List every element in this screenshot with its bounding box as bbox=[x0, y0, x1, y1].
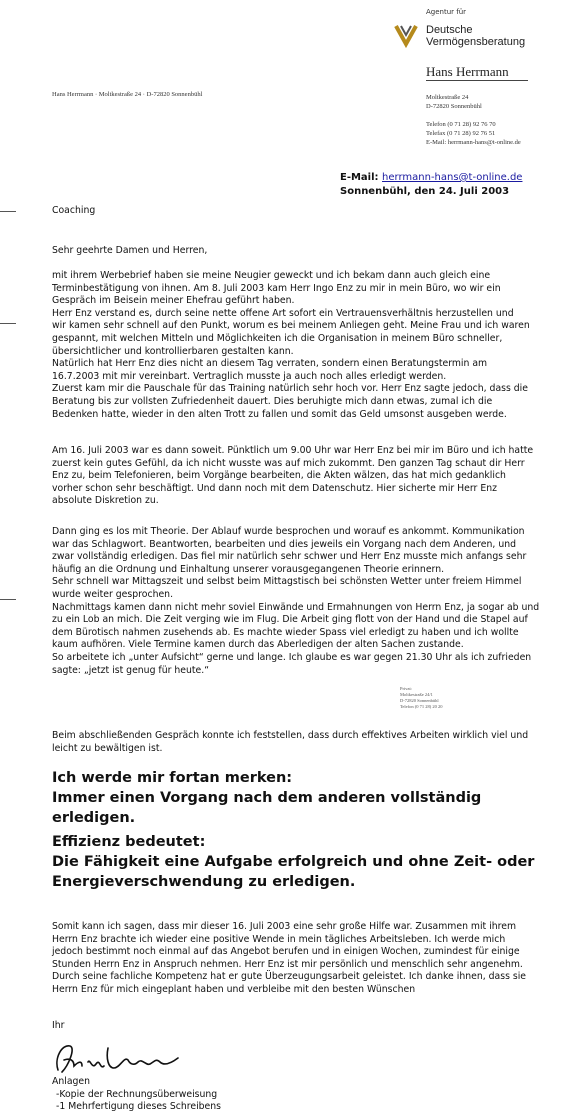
attachment-item: -1 Mehrfertigung dieses Schreibens bbox=[56, 1101, 222, 1113]
note-line: Privat: bbox=[400, 686, 412, 691]
address-line: D-72820 Sonnenbühl bbox=[426, 103, 482, 110]
paragraph bbox=[52, 270, 557, 421]
paragraph bbox=[52, 445, 557, 508]
text-line: Gespräch im Beisein meiner Ehefrau geführt haben. bbox=[52, 295, 295, 307]
text-line: Beim abschließenden Gespräch konnte ich feststellen, dass durch effektives Arbeiten wirklich viel und bbox=[52, 730, 529, 741]
highlight-line: Die Fähigkeit eine Aufgabe erfolgreich und ohne Zeit- oder bbox=[52, 854, 535, 870]
text-line: war das Schlagwort. Beantworten, bearbeiten und dies jeweils ein Vorgang nach dem Anderen, und bbox=[52, 538, 516, 550]
divider bbox=[426, 80, 528, 81]
highlight-block bbox=[52, 768, 557, 828]
subject-line: Coaching bbox=[52, 205, 96, 216]
note-line: Telefon (0 71 28) 20 20 bbox=[400, 704, 443, 709]
text-line: Stunden Herrn Enz in Anspruch nehmen. Herr Enz ist mir persönlich und menschlich sehr angenehm. bbox=[52, 958, 523, 970]
attachments-title: Anlagen bbox=[52, 1076, 91, 1087]
text-line: Terminbestätigung von ihnen. Am 8. Juli 2003 kam Herr Ingo Enz zu mir in mein Büro, wo wir ein bbox=[52, 282, 501, 294]
text-line: Bedenken hatte, wieder in den alten Trott zu fallen und somit das Geld umsonst ausgeben werde. bbox=[52, 408, 507, 420]
attachment-item: -Kopie der Rechnungsüberweisung bbox=[56, 1088, 218, 1100]
highlight-line: Ich werde mir fortan merken: bbox=[52, 770, 293, 786]
note-line: D-72820 Sonnenbühl bbox=[400, 698, 439, 703]
company-line: Deutsche bbox=[426, 24, 473, 36]
email-link[interactable]: herrmann-hans@t-online.de bbox=[382, 172, 523, 183]
private-address-note bbox=[400, 686, 443, 710]
text-line: Herr Enz verstand es, durch seine nette offene Art sofort ein Vertrauensverhältnis herzustellen und bbox=[52, 307, 514, 319]
text-line: kaum aufhören. Viele Termine kamen durch das Aberledigen der alten Sachen zustande. bbox=[52, 639, 464, 651]
company-line: Vermögensberatung bbox=[426, 36, 526, 48]
highlight-line: Immer einen Vorgang nach dem anderen vollständig erledigen. bbox=[52, 790, 482, 826]
text-line: wurde weiter gesprochen. bbox=[52, 588, 174, 600]
text-line: Nachmittags kamen dann nicht mehr soviel Einwände und Ermahnungen von Herrn Enz, ja sogar ab und bbox=[52, 601, 540, 613]
text-line: Enz zu, beim Telefonieren, beim Vorgänge bearbeiten, die Akten wälzen, das hat mich gedanklich bbox=[52, 470, 506, 482]
text-line: zu ein Lob an mich. Die Zeit verging wie im Flug. Die Arbeit ging flott von der Hand und die Stapel auf bbox=[52, 614, 528, 626]
return-address: Hans Herrmann · Moltkestraße 24 · D-72820 Sonnenbühl bbox=[52, 91, 203, 98]
address-line: Telefon (0 71 28) 92 76 70 bbox=[426, 121, 496, 128]
contact-date-block bbox=[340, 171, 522, 199]
highlight-block bbox=[52, 832, 557, 892]
text-line: wir kamen sehr schnell auf den Punkt, worum es bei meinem Anliegen geht. Meine Frau und ich waren bbox=[52, 320, 530, 332]
text-line: 16.7.2003 mit mir vereinbart. Vertraglich musste ja auch noch alles erledigt werden. bbox=[52, 370, 447, 382]
text-line: übersichtlicher und kontrollierbaren gestalten kann. bbox=[52, 345, 294, 357]
text-line: Herrn Enz brachte ich wieder eine positive Wende in mein tägliches Arbeitsleben. Ich werde mich bbox=[52, 933, 506, 945]
text-line: jedoch bestimmt noch einmal auf das Angebot berufen und in einigen Wochen, zumindest für einige bbox=[52, 946, 520, 958]
address-line: Telefax (0 71 28) 92 76 51 bbox=[426, 130, 496, 137]
text-line: zuerst kein gutes Gefühl, da ich nicht wusste was auf mich zukommt. Den ganzen Tag schaut dir Herr bbox=[52, 457, 525, 469]
paragraph bbox=[52, 730, 557, 755]
text-line: Durch seine fachliche Kompetenz hat er gute Überzeugungsarbeit geleistet. Ich danke ihnen, dass sie bbox=[52, 971, 527, 983]
highlight-line: Energieverschwendung zu erledigen. bbox=[52, 874, 356, 890]
attachments bbox=[52, 1076, 557, 1114]
text-line: sagte: „jetzt ist genug für heute.“ bbox=[52, 664, 210, 676]
address-line: Moltkestraße 24 bbox=[426, 94, 469, 101]
text-line: leicht zu bewältigen ist. bbox=[52, 742, 163, 754]
address-line bbox=[426, 111, 521, 120]
sender-name: Hans Herrmann bbox=[426, 64, 509, 79]
address-block bbox=[426, 93, 521, 147]
paragraph bbox=[52, 921, 557, 997]
fold-mark bbox=[0, 599, 16, 600]
email-label: E-Mail: bbox=[340, 172, 379, 183]
text-line: dem Bürotisch nahmen zusehends ab. Es machte wieder Spass viel erledigt zu haben und ich wollte bbox=[52, 626, 519, 638]
text-line: gespannt, mit welchen Mitteln und Möglichkeiten ich die Organisation in meinem Büro schneller, bbox=[52, 332, 503, 344]
text-line: Beratung bis zur vollsten Zufriedenheit dauert. Dies beruhigte mich dann etwas, zumal ich die bbox=[52, 395, 493, 407]
text-line: mit ihrem Werbebrief haben sie meine Neugier geweckt und ich bekam dann auch gleich eine bbox=[52, 270, 491, 281]
salutation: Sehr geehrte Damen und Herren, bbox=[52, 245, 208, 256]
text-line: Somit kann ich sagen, dass mir dieser 16. Juli 2003 eine sehr große Hilfe war. Zusammen mit ihrem bbox=[52, 921, 517, 932]
dvag-logo-icon bbox=[392, 22, 420, 52]
fold-mark bbox=[0, 211, 16, 212]
text-line: häufig an die Ordnung und Einhaltung unserer vorausgegangenen Theorie erinnern. bbox=[52, 563, 445, 575]
text-line: Herrn Enz für mich eingeplant haben und verbleibe mit den besten Wünschen bbox=[52, 983, 416, 995]
text-line: So arbeitete ich „unter Aufsicht“ gerne und lange. Ich glaube es war gegen 21.30 Uhr als ich zufrieden bbox=[52, 651, 532, 663]
closing: Ihr bbox=[52, 1020, 65, 1031]
text-line: Dann ging es los mit Theorie. Der Ablauf wurde besprochen und worauf es ankommt. Kommunikation bbox=[52, 526, 525, 537]
text-line: Sehr schnell war Mittagszeit und selbst beim Mittagstisch bei schönsten Wetter unter freiem Himmel bbox=[52, 576, 522, 588]
fold-mark bbox=[0, 323, 16, 324]
company-name bbox=[426, 24, 525, 48]
agency-label: Agentur für bbox=[426, 8, 467, 16]
place-date: Sonnenbühl, den 24. Juli 2003 bbox=[340, 186, 510, 197]
text-line: vorher schon sehr beschäftigt. Und dann noch mit dem Datenschutz. Hier sicherte mir Herr Enz bbox=[52, 482, 497, 494]
text-line: Am 16. Juli 2003 war es dann soweit. Pünktlich um 9.00 Uhr war Herr Enz bei mir im Büro und ich hatte bbox=[52, 445, 534, 456]
text-line: absolute Diskretion zu. bbox=[52, 495, 159, 507]
highlight-line: Effizienz bedeutet: bbox=[52, 834, 206, 850]
note-line: Moltkestraße 24/1 bbox=[400, 692, 433, 697]
address-line: E-Mail: herrmann-hans@t-online.de bbox=[426, 139, 521, 146]
text-line: Zuerst kam mir die Pauschale für das Training natürlich sehr hoch vor. Herr Enz sagte jedoch, dass die bbox=[52, 383, 528, 395]
paragraph bbox=[52, 526, 557, 677]
text-line: Natürlich hat Herr Enz dies nicht an diesem Tag verraten, sondern einen Beratungstermin am bbox=[52, 358, 488, 370]
text-line: zwar vollständig erledigen. Das fiel mir natürlich sehr schwer und Herr Enz musste mich anfangs sehr bbox=[52, 551, 527, 563]
